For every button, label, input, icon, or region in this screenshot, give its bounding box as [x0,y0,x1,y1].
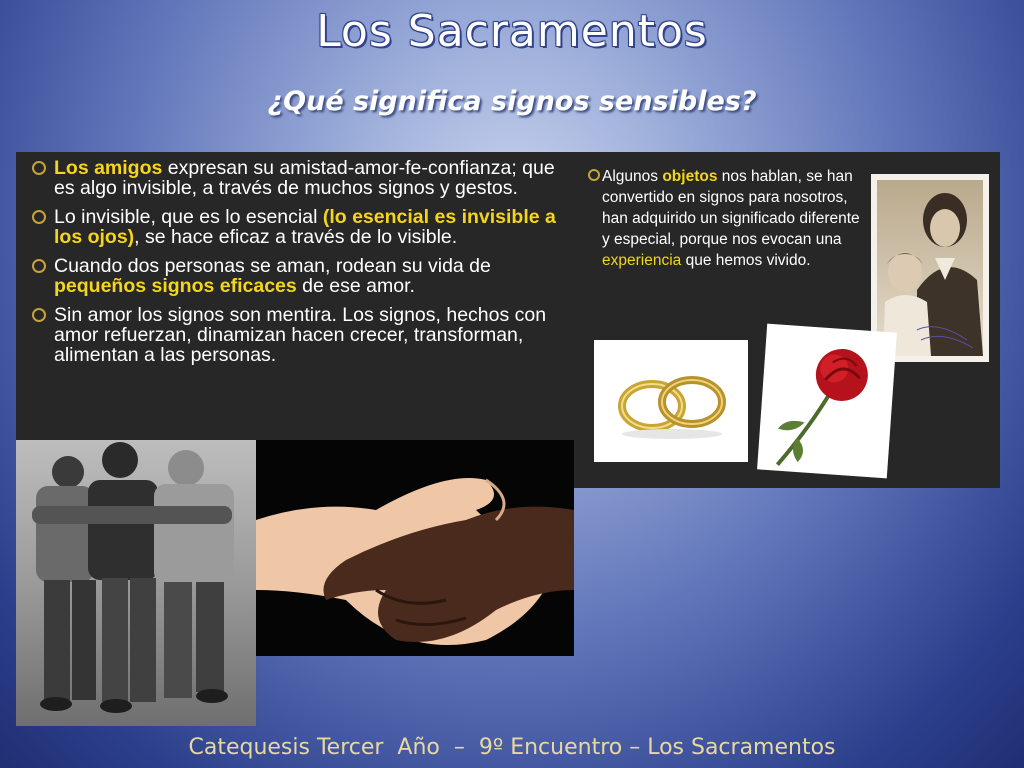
bullet-ring-icon [32,259,46,273]
bullet-text: Cuando dos personas se aman, rodean su vida de [54,255,491,277]
bullet-item [32,158,572,198]
red-rose-photo [757,324,897,479]
slide-title: Los Sacramentos [316,6,708,57]
slide-subtitle: ¿Qué significa signos sensibles? [267,86,757,117]
bullet-text: Lo invisible, que es lo esencial [54,206,323,228]
objects-paragraph: Algunos objetos nos hablan, se han convertido en signos para nosotros, han adquirido un significado diferente y especial, porque nos evocan una experiencia que hemos vivido. [588,166,864,271]
highlighted-text: Los amigos [54,157,163,179]
bullet-item [32,207,572,247]
wedding-rings-photo [594,340,748,462]
children-hugging-photo [16,440,256,726]
bullet-item [32,305,572,365]
bullet-item [32,256,572,296]
bullet-text: Sin amor los signos son mentira. Los signos, hechos con amor refuerzan, dinamizan hacen crecer, transforman, alimentan a las personas. [54,304,547,366]
bullet-ring-icon [32,308,46,322]
left-text-panel [16,152,574,440]
bullet-ring-icon [32,210,46,224]
bullet-ring-icon [588,169,600,181]
bullet-text: expresan su amistad-amor-fe-confianza; que es algo invisible, a través de muchos signos y gestos. [54,157,555,199]
footer-caption: Catequesis Tercer Año – 9º Encuentro – Los Sacramentos [188,735,836,760]
holding-hands-photo [256,440,574,656]
bullet-ring-icon [32,161,46,175]
bullet-text: de ese amor. [296,275,415,297]
highlighted-text: pequeños signos eficaces [54,275,297,297]
bullet-list [32,158,572,374]
bullet-text: , se hace eficaz a través de lo visible. [134,226,458,248]
highlighted-text: (lo esencial es invisible a los ojos) [54,206,556,248]
